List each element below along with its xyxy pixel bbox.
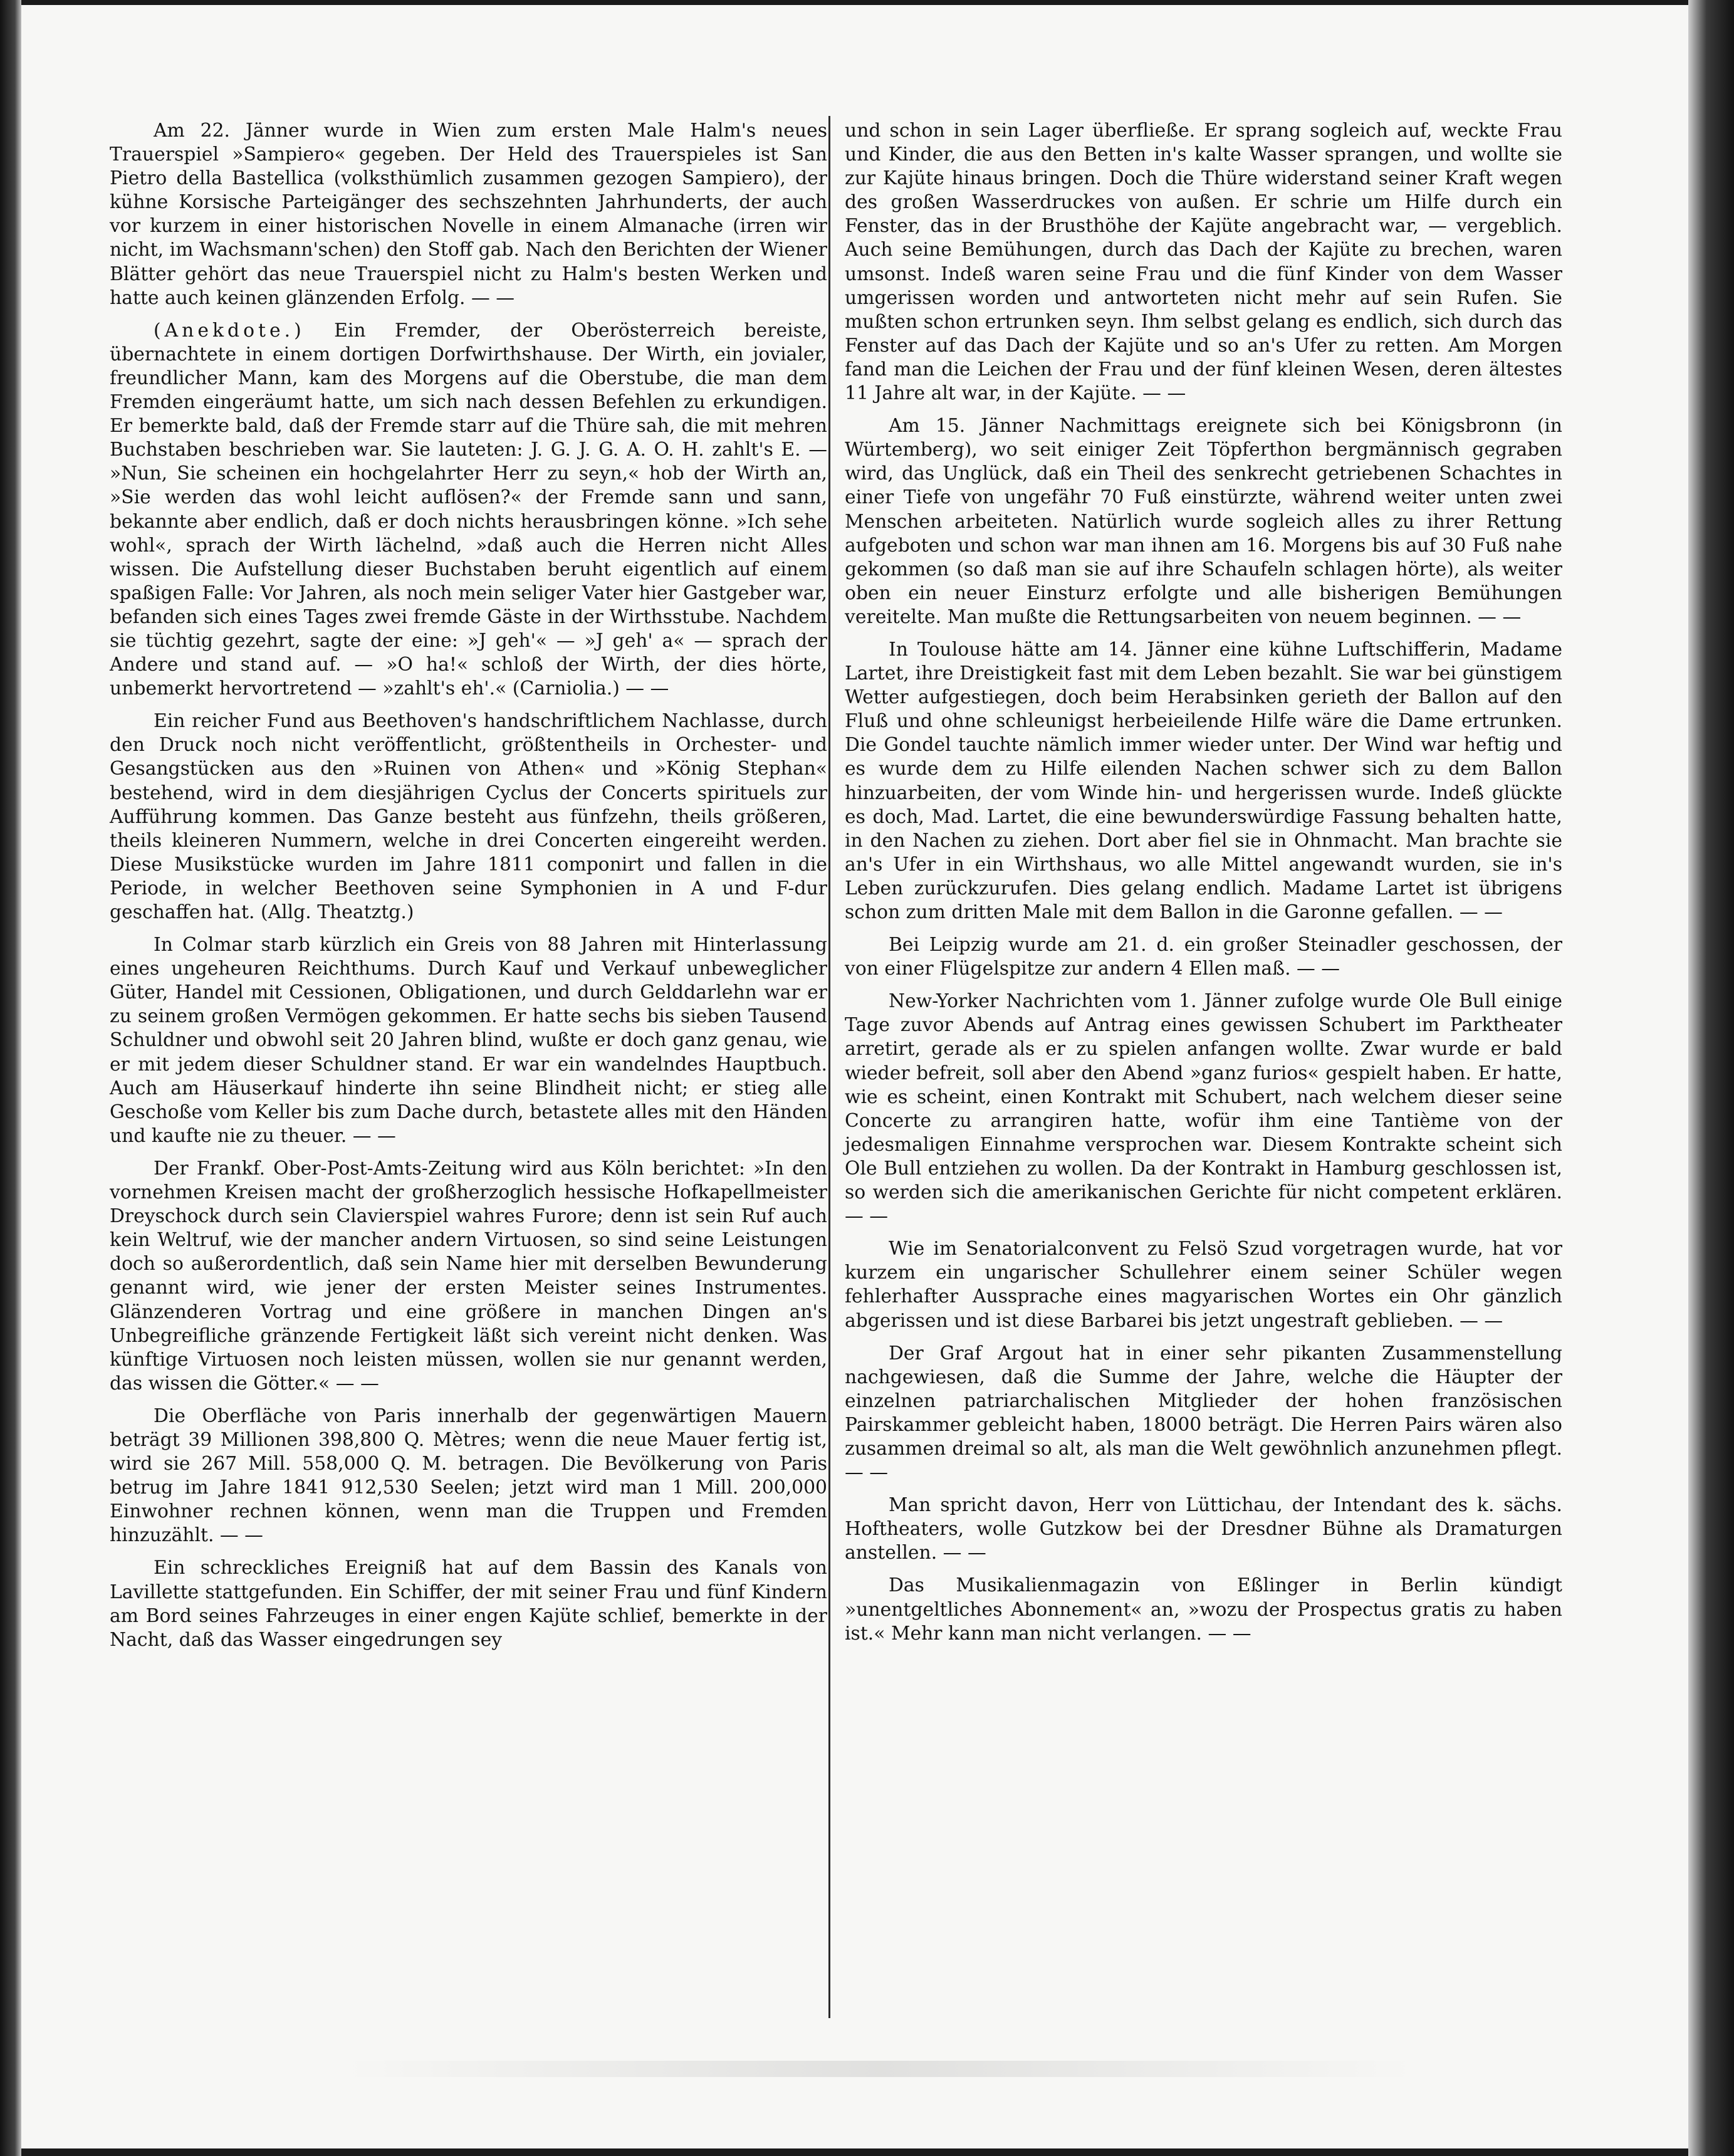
anecdote-label: (Anekdote.)	[154, 319, 305, 342]
article-luettichau: Man spricht davon, Herr von Lüttichau, der Intendant des k. sächs. Hoftheaters, wolle Gutzkow bei der Dresdner Bühne als Dramaturgen anstellen. — —	[845, 1494, 1562, 1564]
left-column	[110, 119, 827, 1661]
scan-right-edge	[1688, 0, 1734, 2156]
article-leipzig: Bei Leipzig wurde am 21. d. ein großer Steinadler geschossen, der von einer Flügelspitze zur andern 4 Ellen maß. — —	[845, 934, 1562, 980]
article-paris: Die Oberfläche von Paris innerhalb der gegenwärtigen Mauern beträgt 39 Millionen 398,800 Q. Mètres; wenn die neue Mauer fertig ist, wird sie 267 Mill. 558,000 Q. M. betragen. Die Bevölkerung von Paris betrug im Jahre 1841 912,530 Seelen; jetzt wird man 1 Mill. 200,000 Einwohner rechnen können, wenn man die Truppen und Fremden hinzuzählt. — —	[110, 1405, 827, 1547]
article-koenigsbronn: Am 15. Jänner Nachmittags ereignete sich bei Königsbronn (in Würtemberg), wo seit einiger Zeit Töpferthon bergmännisch gegraben wird, das Unglück, daß ein Theil des senkrecht getriebenen Schachtes in einer Tiefe von ungefähr 70 Fuß einstürzte, während weiter unten zwei Menschen arbeiteten. Natürlich wurde sogleich alles zu ihrer Rettung aufgeboten und schon war man ihnen am 16. Morgens bis auf 30 Fuß nahe gekommen (so daß man sie auf ihre Schaufeln schlagen hörte), als weiter oben ein neuer Einsturz erfolgte und alle bisherigen Bemühungen vereitelte. Man mußte die Rettungsarbeiten von neuem beginnen. — —	[845, 415, 1562, 628]
article-colmar: In Colmar starb kürzlich ein Greis von 88 Jahren mit Hinterlassung eines ungeheuren Reichthums. Durch Kauf und Verkauf unbeweglicher Güter, Handel mit Cessionen, Obligationen, und durch Gelddarlehn war er zu seinem großen Vermögen gekommen. Er hatte sechs bis sieben Tausend Schuldner und obwohl seit 20 Jahren blind, wußte er doch ganz genau, wie er mit jedem dieser Schuldner stand. Er war ein wandelndes Hauptbuch. Auch am Häuserkauf hinderte ihn seine Blindheit nicht; er stieg alle Geschoße vom Keller bis zum Dache durch, betastete alles mit den Händen und kaufte nie zu theuer. — —	[110, 934, 827, 1147]
right-column	[845, 119, 1562, 1655]
article-halm-sampiero: Am 22. Jänner wurde in Wien zum ersten Male Halm's neues Trauerspiel »Sampiero« gegeben. Der Held des Trauerspieles ist San Pietro della Bastellica (volksthümlich zusammen gezogen Sampiero), der kühne Korsische Parteigänger des sechszehnten Jahrhunderts, der auch vor kurzem in einer historischen Novelle in einem Almanache (irren wir nicht, im Wachsmann'schen) den Stoff gab. Nach den Berichten der Wiener Blätter gehört das neue Trauerspiel nicht zu Halm's besten Werken und hatte auch keinen glänzenden Erfolg. — —	[110, 120, 827, 309]
scan-left-edge	[0, 0, 21, 2156]
article-lavillette: Ein schreckliches Ereigniß hat auf dem Bassin des Kanals von Lavillette stattgefunden. Ein Schiffer, der mit seiner Frau und fünf Kindern am Bord seines Fahrzeuges in einer engen Kajüte schlief, bemerkte in der Nacht, daß das Wasser eingedrungen sey	[110, 1557, 827, 1651]
anecdote-text: Ein Fremder, der Oberösterreich bereiste, übernachtete in einem dortigen Dorfwirthshause. Der Wirth, ein jovialer, freundlicher Mann, kam des Morgens auf die Oberstube, die man dem Fremden eingeräumt hatte, um sich nach dessen Befehlen zu erkundigen. Er bemerkte bald, daß der Fremde starr auf die Thüre sah, die mit mehren Buchstaben beschrieben war. Sie lauteten: J. G. J. G. A. O. H. zahlt's E. — »Nun, Sie scheinen ein hochgelahrter Herr zu seyn,« hob der Wirth an, »Sie werden das wohl leicht auflösen?« der Fremde sann und sann, bekannte aber endlich, daß er doch nichts herausbringen könne. »Ich sehe wohl«, sprach der Wirth lächelnd, »daß auch die Herren nicht Alles wissen. Die Aufstellung dieser Buchstaben beruht eigentlich auf einem spaßigen Falle: Vor Jahren, als noch mein seliger Vater hier Gastgeber war, befanden sich eines Tages zwei fremde Gäste in der Wirthsstube. Nachdem sie tüchtig gezehrt, sagte der eine: »J geh'« — »J geh' a« — sprach der Andere und stand auf. — »O ha!« schloß der Wirth, der dies hörte, unbemerkt hervortretend — »zahlt's eh'.« (Carniolia.) — —	[110, 319, 827, 700]
article-lavillette-continued: und schon in sein Lager überfließe. Er sprang sogleich auf, weckte Frau und Kinder, die aus den Betten in's kalte Wasser sprangen, und wollte sie zur Kajüte hinaus bringen. Doch die Thüre widerstand seiner Kraft wegen des großen Wasserdruckes von außen. Er schrie um Hilfe durch ein Fenster, das in der Brusthöhe der Kajüte angebracht war, — vergeblich. Auch seine Bemühungen, durch das Dach der Kajüte zu brechen, waren umsonst. Indeß waren seine Frau und die fünf Kinder von dem Wasser umgerissen worden und antworteten nicht mehr auf sein Rufen. Sie mußten schon ertrunken seyn. Ihm selbst gelang es endlich, sich durch das Fenster auf das Dach der Kajüte und so an's Ufer zu retten. Am Morgen fand man die Leichen der Frau und der fünf kleinen Wesen, deren ältestes 11 Jahre alt war, in der Kajüte. — —	[845, 120, 1562, 405]
article-anecdote	[110, 319, 827, 701]
article-toulouse: In Toulouse hätte am 14. Jänner eine kühne Luftschifferin, Madame Lartet, ihre Dreistigkeit fast mit dem Leben bezahlt. Sie war bei günstigem Wetter aufgestiegen, doch beim Herabsinken gerieth der Ballon auf den Fluß und ohne schleunigst herbeieilende Hilfe wäre die Dame ertrunken. Die Gondel tauchte nämlich immer wieder unter. Der Wind war heftig und es wurde dem zu Hilfe eilenden Nachen schwer sich zu dem Ballon hinzuarbeiten, der vom Winde hin- und hergerissen wurde. Indeß glückte es doch, Mad. Lartet, die eine bewunderswürdige Fassung behalten hatte, in den Nachen zu ziehen. Dort aber fiel sie in Ohnmacht. Man brachte sie an's Ufer in ein Wirthshaus, wo alle Mittel angewandt wurden, sie in's Leben zurückzurufen. Dies gelang endlich. Madame Lartet ist übrigens schon zum dritten Male mit dem Ballon in die Garonne gefallen. — —	[845, 638, 1562, 923]
article-beethoven: Ein reicher Fund aus Beethoven's handschriftlichem Nachlasse, durch den Druck noch nicht veröffentlicht, größtentheils in Orchester- und Gesangstücken aus den »Ruinen von Athen« und »König Stephan« bestehend, wird in dem diesjährigen Cyclus der Concerts spirituels zur Aufführung kommen. Das Ganze besteht aus fünfzehn, theils größeren, theils kleineren Nummern, welche in drei Concerten eingereiht werden. Diese Musikstücke wurden im Jahre 1811 componirt und fallen in die Periode, in welcher Beethoven seine Symphonien in A und F-dur geschaffen hat. (Allg. Theatztg.)	[110, 710, 827, 923]
column-divider	[828, 116, 830, 2018]
article-ole-bull: New-Yorker Nachrichten vom 1. Jänner zufolge wurde Ole Bull einige Tage zuvor Abends auf Antrag eines gewissen Schubert im Parktheater arretirt, gerade als er zu spielen anfangen wollte. Zwar wurde er bald wieder befreit, soll aber den Abend »ganz furios« gespielt haben. Er hatte, wie es scheint, einen Kontrakt mit Schubert, nach welchem dieser seine Concerte zu arrangiren hatte, wofür ihm eine Tantième von der jedesmaligen Einnahme versprochen war. Diesem Kontrakte scheint sich Ole Bull entziehen zu wollen. Da der Kontrakt in Hamburg geschlossen ist, so werden sich die amerikanischen Gerichte für nicht competent erklären. — —	[845, 990, 1562, 1228]
article-esslinger: Das Musikalienmagazin von Eßlinger in Berlin kündigt »unentgeltliches Abonnement« an, »wozu der Prospectus gratis zu haben ist.« Mehr kann man nicht verlangen. — —	[845, 1574, 1562, 1645]
article-felsoe-szud: Wie im Senatorialconvent zu Felsö Szud vorgetragen wurde, hat vor kurzem ein ungarischer Schullehrer einem seiner Schüler wegen fehlerhafter Aussprache eines magyarischen Wortes ein Ohr gänzlich abgerissen und ist diese Barbarei bis jetzt ungestraft geblieben. — —	[845, 1238, 1562, 1332]
article-argout: Der Graf Argout hat in einer sehr pikanten Zusammenstellung nachgewiesen, daß die Summe der Jahre, welche die Häupter der einzelnen patriarchalischen Mitglieder der hohen französischen Pairskammer gebleicht haben, 18000 beträgt. Die Herren Pairs wären also zusammen dreimal so alt, als man die Welt gewöhnlich anzunehmen pflegt. — —	[845, 1342, 1562, 1484]
article-dreyschock: Der Frankf. Ober-Post-Amts-Zeitung wird aus Köln berichtet: »In den vornehmen Kreisen macht der großherzoglich hessische Hofkapellmeister Dreyschock durch sein Clavierspiel wahres Furore; denn ist sein Ruf auch kein Weltruf, wie der mancher andern Virtuosen, so sind seine Leistungen doch so außerordentlich, daß sein Name hier mit derselben Bewunderung genannt wird, wie jener der ersten Meister seines Instrumentes. Glänzenderen Vortrag und eine größere in manchen Dingen an's Unbegreifliche gränzende Fertigkeit läßt sich vereint nicht denken. Was künftige Virtuosen noch leisten müssen, wollen sie nur genannt werden, das wissen die Götter.« — —	[110, 1157, 827, 1395]
paper-scuff	[347, 2061, 1413, 2077]
